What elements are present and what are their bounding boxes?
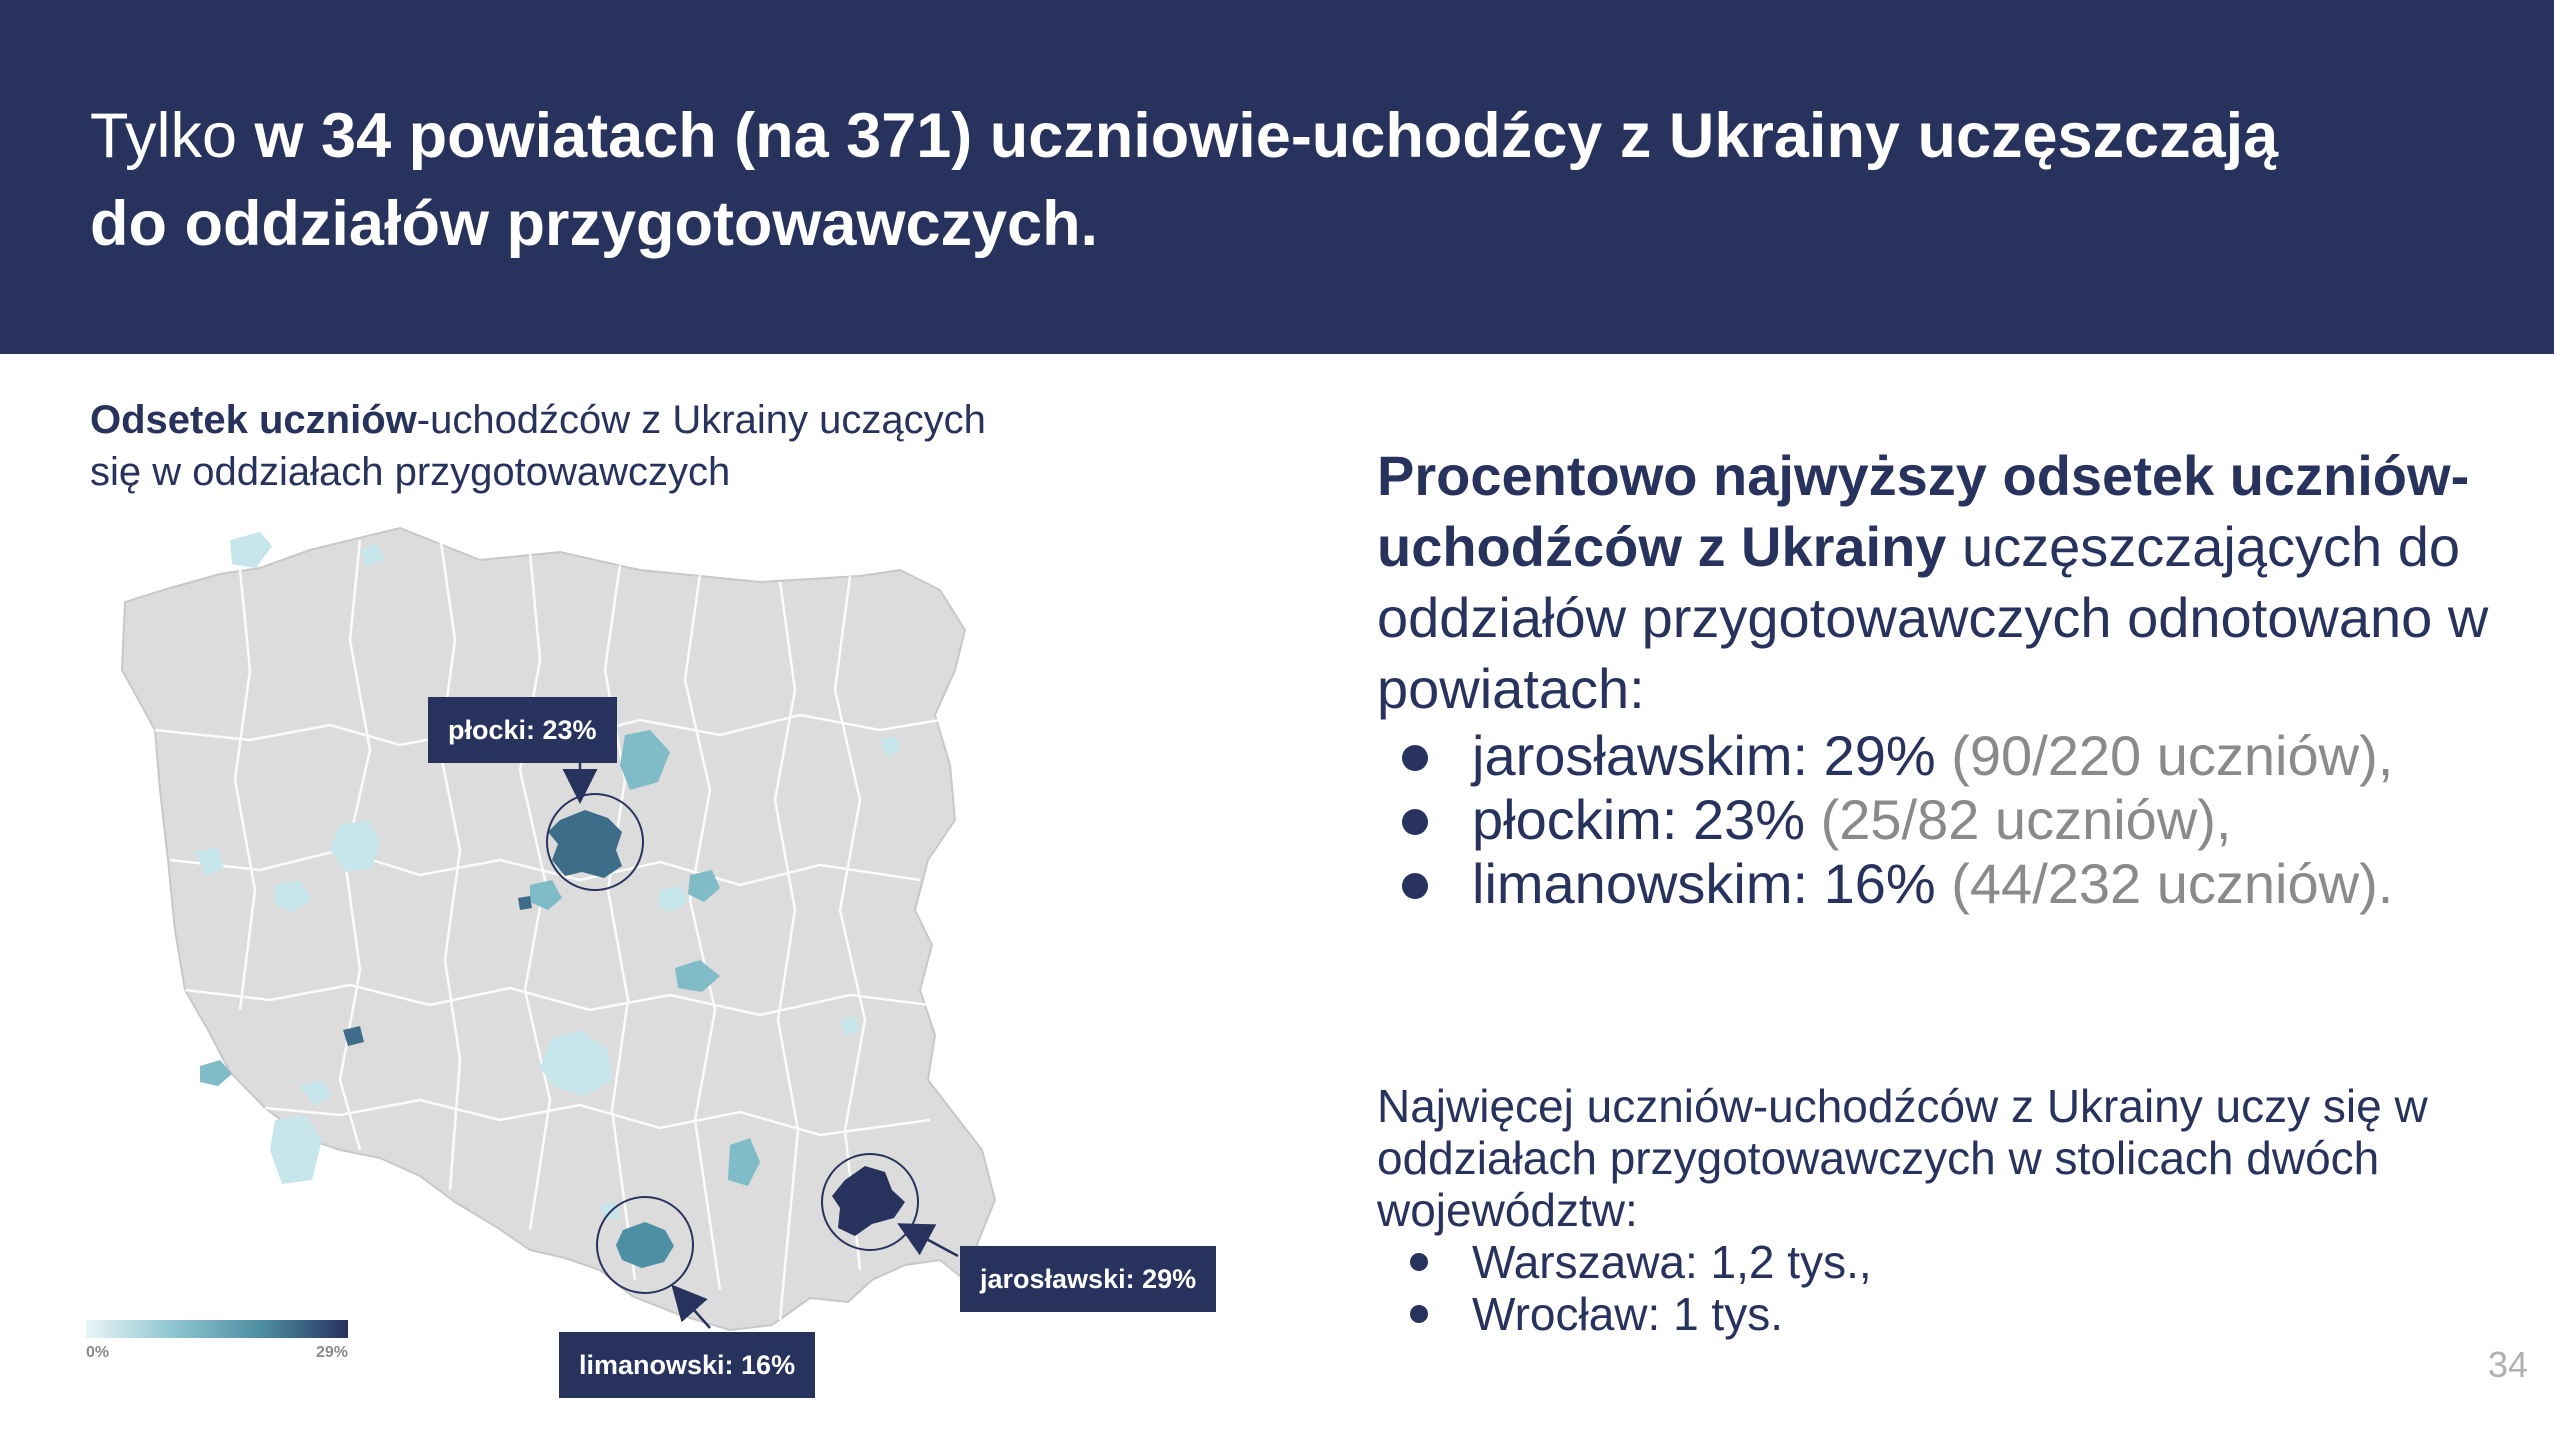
legend-min: 0% [86, 1344, 110, 1361]
map-caption-line-2: się w oddziałach przygotowawczych [90, 450, 731, 494]
summary-lead-bold: Procentowo najwyższy odsetek uczniów-uchodźców z Ukrainy [1377, 444, 2470, 578]
map-legend [86, 1320, 348, 1361]
page-title [90, 92, 2390, 268]
note-list [1377, 1236, 2517, 1340]
item-text: Warszawa: 1,2 tys., [1472, 1236, 1872, 1288]
legend-gradient-bar [86, 1320, 348, 1338]
bullet-icon [1402, 873, 1428, 899]
callout-limanowski: limanowski: 16% [559, 1332, 815, 1398]
bullet-icon [1402, 745, 1428, 771]
note-panel [1377, 1080, 2517, 1340]
map-caption-bold: Odsetek uczniów [90, 398, 417, 442]
item-detail: (25/82 uczniów), [1805, 788, 2232, 851]
summary-lead-rest: uczęszczających do oddziałów przygotowawczych odnotowano w powiatach: [1377, 515, 2489, 720]
map-caption-rest: -uchodźców z Ukrainy uczących [416, 398, 986, 442]
list-item [1377, 1288, 2517, 1340]
list-item [1377, 852, 2507, 916]
title-bold-line-2: do oddziałów przygotowawczych. [90, 189, 1099, 259]
callout-plocki: płocki: 23% [428, 697, 617, 763]
bullet-icon [1410, 1253, 1428, 1271]
page-number: 34 [2487, 1344, 2528, 1385]
bullet-icon [1402, 809, 1428, 835]
item-detail: (90/220 uczniów), [1935, 724, 2394, 787]
item-name: jarosławskim: 29% [1472, 724, 1936, 787]
item-detail: (44/232 uczniów). [1935, 852, 2394, 915]
note-text: Najwięcej uczniów-uchodźców z Ukrainy uczy się w oddziałach przygotowawczych w stolicach dwóch województw: [1377, 1080, 2428, 1236]
summary-panel [1377, 440, 2507, 916]
summary-list [1377, 724, 2507, 916]
list-item [1377, 788, 2507, 852]
bullet-icon [1410, 1305, 1428, 1323]
title-bold-line-1: w 34 powiatach (na 371) uczniowie-uchodźcy z Ukrainy uczęszczają [254, 101, 2279, 171]
list-item [1377, 1236, 2517, 1288]
header-banner [0, 0, 2554, 354]
item-name: limanowskim: 16% [1472, 852, 1936, 915]
map-caption [90, 394, 1090, 498]
summary-lead [1377, 440, 2507, 724]
item-name: płockim: 23% [1472, 788, 1806, 851]
list-item [1377, 724, 2507, 788]
title-prefix: Tylko [90, 101, 255, 171]
callout-jaroslawski: jarosławski: 29% [960, 1246, 1216, 1312]
item-text: Wrocław: 1 tys. [1472, 1288, 1783, 1340]
legend-max: 29% [315, 1344, 348, 1361]
